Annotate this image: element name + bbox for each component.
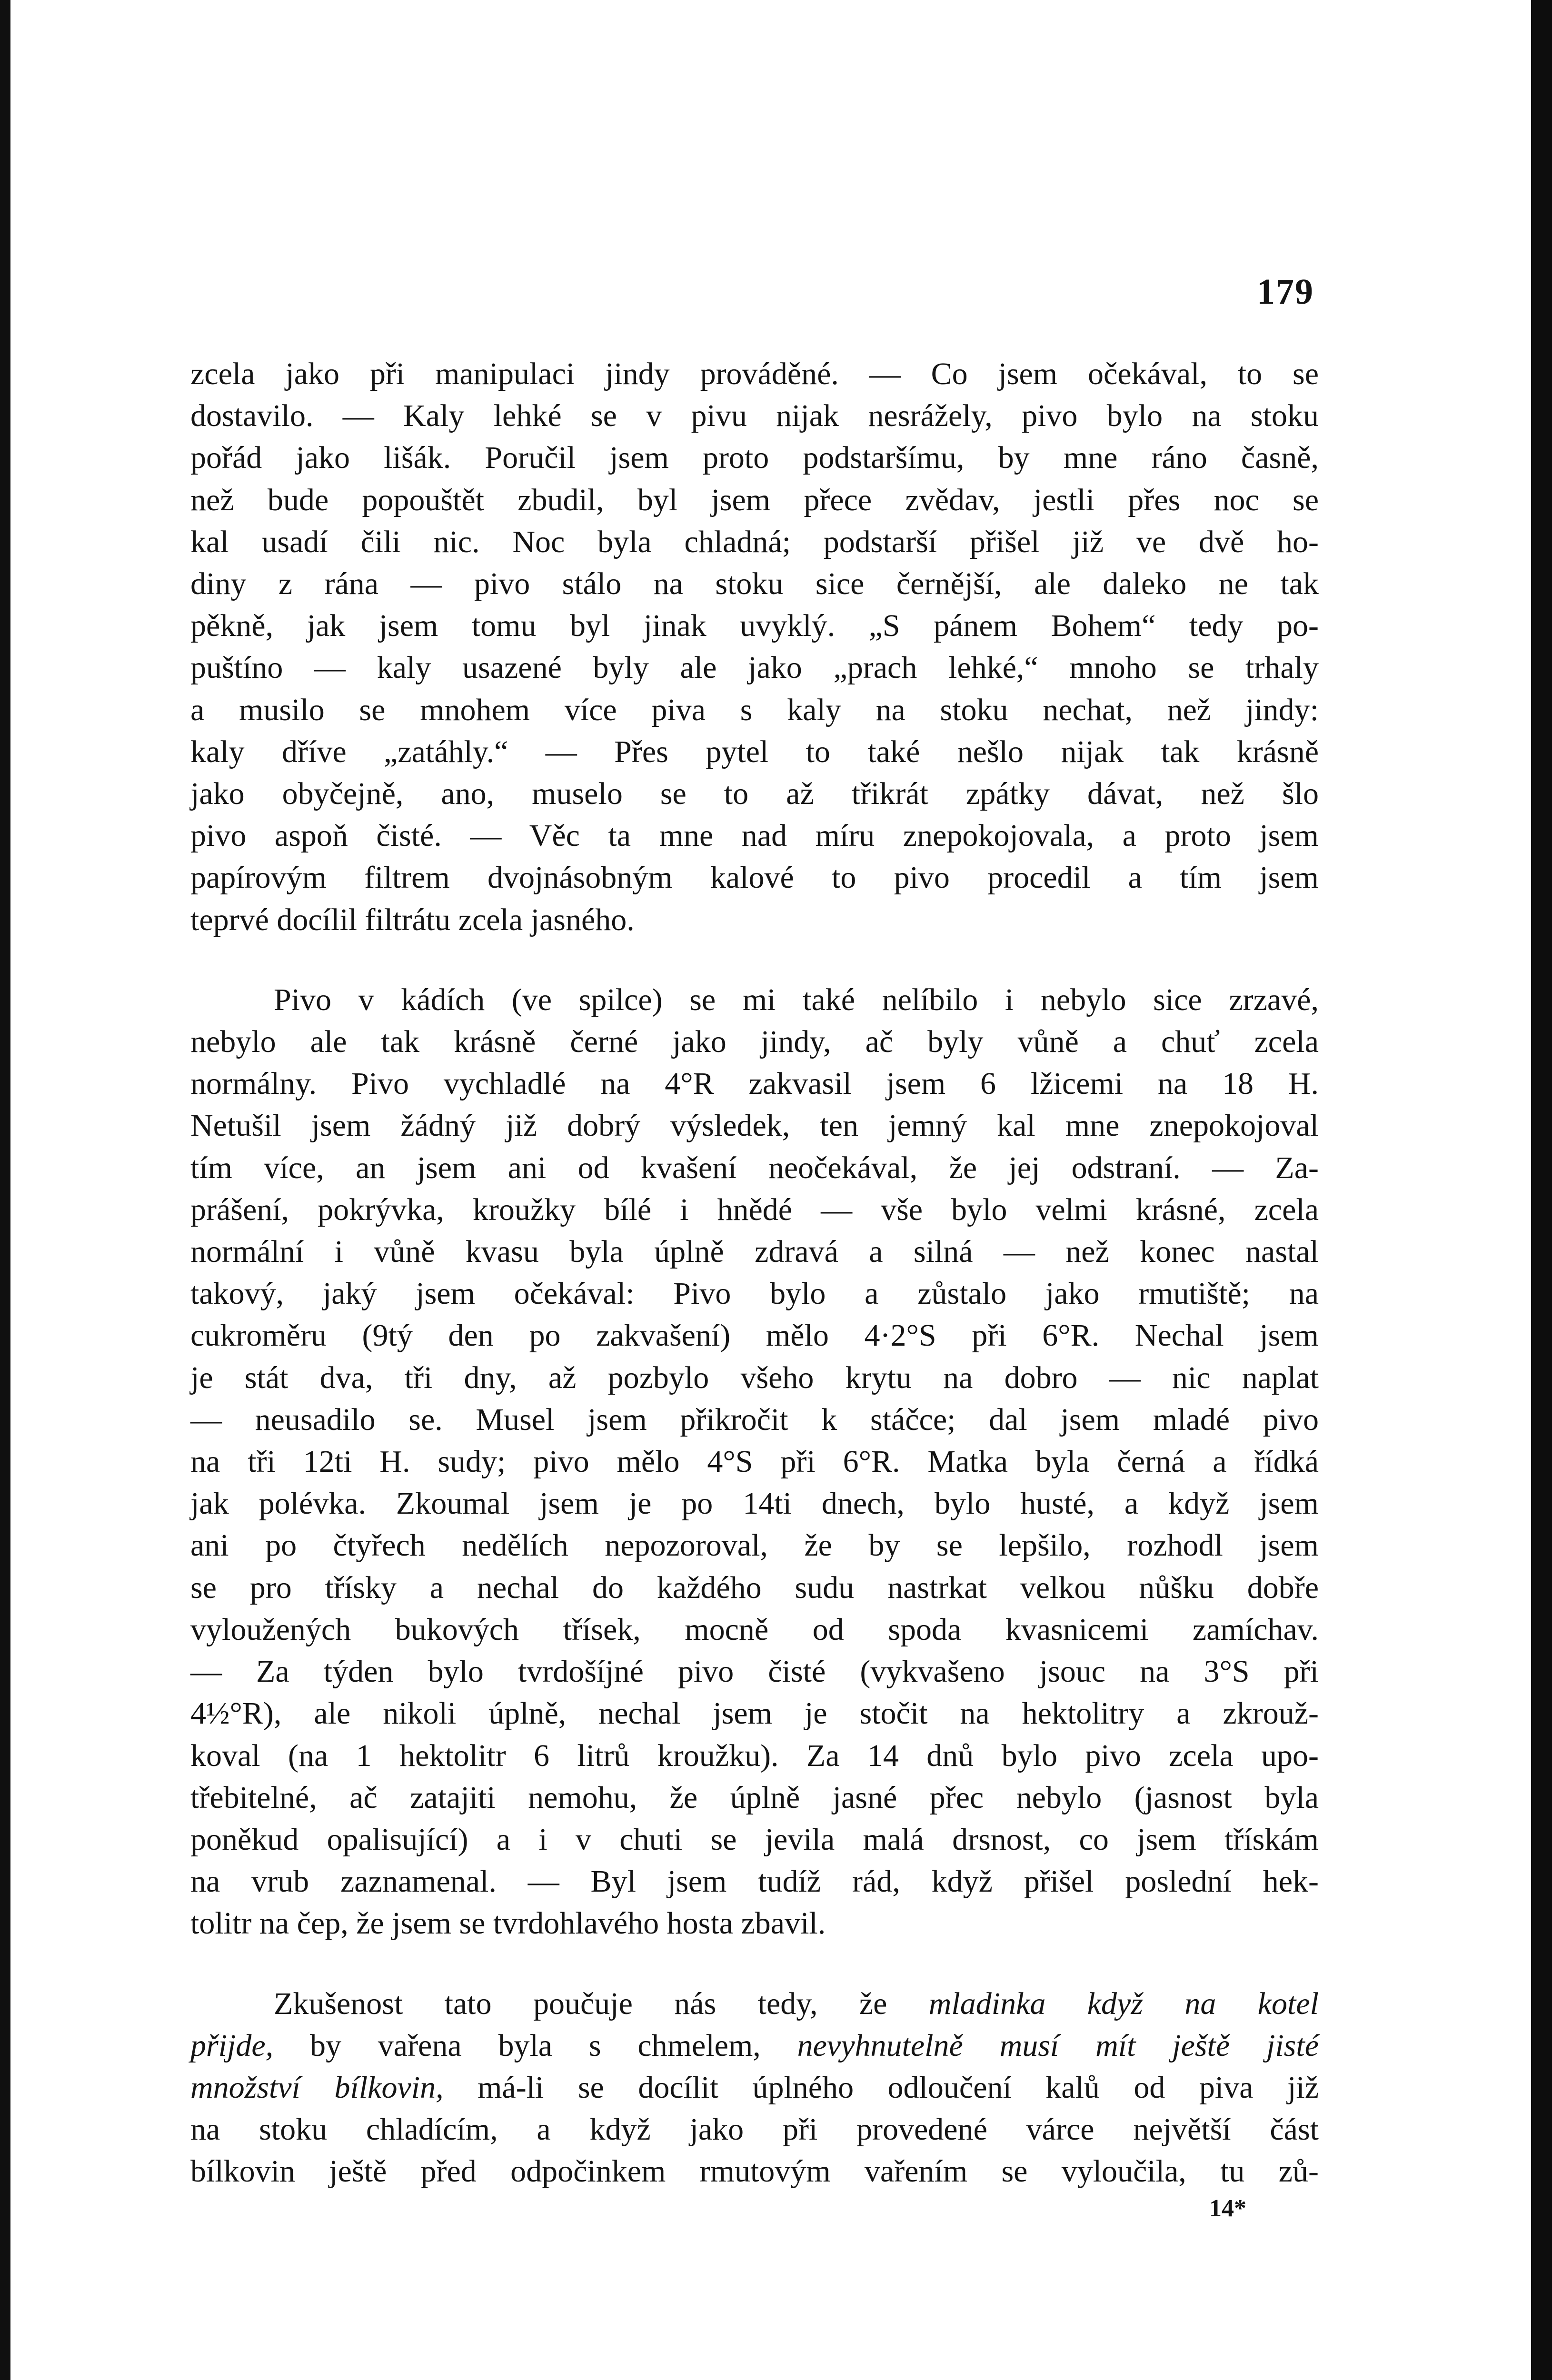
text-line: nebylo ale tak krásně černé jako jindy, ač byly vůně a chuť zcela [190, 1024, 1319, 1060]
text-line-italic-runs: Zkušenost tato poučuje nás tedy, že mladinka když na kotel [274, 1986, 1319, 2021]
text-line: pořád jako lišák. Poručil jsem proto podstaršímu, by mne ráno časně, [190, 440, 1319, 476]
text-line: 4½°R), ale nikoli úplně, nechal jsem je stočit na hektolitry a zkrouž- [190, 1696, 1319, 1731]
text-line: poněkud opalisující) a i v chuti se jevila malá drsnost, co jsem třískám [190, 1822, 1319, 1857]
scan-left-border [0, 0, 10, 2380]
paragraph-1 [190, 353, 1319, 941]
text-line: pěkně, jak jsem tomu byl jinak uvyklý. „S pánem Bohem“ tedy po- [190, 608, 1319, 644]
text-line: pivo aspoň čisté. — Věc ta mne nad míru znepokojovala, a proto jsem [190, 818, 1319, 853]
text-line: tím více, an jsem ani od kvašení neočekával, že jej odstraní. — Za- [190, 1150, 1319, 1185]
italic-emphasis: mladinka když na kotel [928, 1986, 1319, 2021]
text-line: prášení, pokrývka, kroužky bílé i hnědé — vše bylo velmi krásné, zcela [190, 1192, 1319, 1227]
text-line: jako obyčejně, ano, muselo se to až třikrát zpátky dávat, než šlo [190, 776, 1319, 812]
text-line: papírovým filtrem dvojnásobným kalové to pivo procedil a tím jsem [190, 860, 1319, 895]
text-line: — neusadilo se. Musel jsem přikročit k stáčce; dal jsem mladé pivo [190, 1402, 1319, 1437]
text-line: zcela jako při manipulaci jindy prováděné. — Co jsem očekával, to se [190, 357, 1319, 391]
text-line: Pivo v kádích (ve spilce) se mi také nelíbilo i nebylo sice zrzavé, [274, 982, 1319, 1017]
text-line: Netušil jsem žádný již dobrý výsledek, ten jemný kal mne znepokojoval [190, 1108, 1319, 1143]
text-line: normální i vůně kvasu byla úplně zdravá a silná — než konec nastal [190, 1234, 1319, 1269]
text-line: puštíno — kaly usazené byly ale jako „prach lehké,“ mnoho se trhaly [190, 650, 1319, 685]
text-line: třebitelné, ač zatajiti nemohu, že úplně jasné přec nebylo (jasnost byla [190, 1780, 1319, 1815]
text-line: tolitr na čep, že jsem se tvrdohlavého hosta zbavil. [190, 1906, 826, 1941]
italic-emphasis: přijde, [190, 2028, 274, 2063]
text-line: než bude popouštět zbudil, byl jsem přece zvědav, jestli přes noc se [190, 482, 1319, 517]
text-line: na stoku chladícím, a když jako při provedené várce největší část [190, 2112, 1319, 2147]
italic-emphasis: nevyhnutelně musí mít ještě jisté [797, 2028, 1319, 2063]
text-line: dostavilo. — Kaly lehké se v pivu nijak nesrážely, pivo bylo na stoku [190, 398, 1319, 434]
text-line: na tři 12ti H. sudy; pivo mělo 4°S při 6°R. Matka byla černá a řídká [190, 1444, 1319, 1479]
text-line: kaly dříve „zatáhly.“ — Přes pytel to také nešlo nijak tak krásně [190, 734, 1319, 769]
text-line: na vrub zaznamenal. — Byl jsem tudíž rád, když přišel poslední hek- [190, 1864, 1319, 1899]
text-line: cukroměru (9tý den po zakvašení) mělo 4·2°S při 6°R. Nechal jsem [190, 1318, 1319, 1353]
text-line: se pro třísky a nechal do každého sudu nastrkat velkou nůšku dobře [190, 1570, 1319, 1605]
body-text [190, 353, 1319, 2193]
text-line-italic-runs: množství bílkovin, má-li se docílit úplného odloučení kalů od piva již [190, 2070, 1319, 2105]
scan-right-border [1531, 0, 1552, 2380]
text-line: normálny. Pivo vychladlé na 4°R zakvasil jsem 6 lžicemi na 18 H. [190, 1066, 1319, 1101]
text-line: kal usadí čili nic. Noc byla chladná; podstarší přišel již ve dvě ho- [190, 524, 1319, 559]
page-number: 179 [1257, 272, 1314, 312]
text-line: ani po čtyřech nedělích nepozoroval, že by se lepšilo, rozhodl jsem [190, 1528, 1319, 1563]
text-line: diny z rána — pivo stálo na stoku sice černější, ale daleko ne tak [190, 566, 1319, 602]
text-line: a musilo se mnohem více piva s kaly na stoku nechat, než jindy: [190, 692, 1319, 727]
text-line-italic-runs: přijde, by vařena byla s chmelem, nevyhnutelně musí mít ještě jisté [190, 2028, 1319, 2063]
text-line: — Za týden bylo tvrdošíjné pivo čisté (vykvašeno jsouc na 3°S při [190, 1654, 1319, 1689]
text-line: bílkovin ještě před odpočinkem rmutovým vařením se vyloučila, tu zů- [190, 2154, 1319, 2189]
printer-signature: 14* [1209, 2195, 1246, 2222]
text-line: takový, jaký jsem očekával: Pivo bylo a zůstalo jako rmutiště; na [190, 1276, 1319, 1311]
text-line: je stát dva, tři dny, až pozbylo všeho krytu na dobro — nic naplat [190, 1360, 1319, 1395]
paragraph-3 [190, 1983, 1319, 2193]
text-line: vyloužených bukových třísek, mocně od spoda kvasnicemi zamíchav. [190, 1612, 1319, 1647]
text-line: koval (na 1 hektolitr 6 litrů kroužku). Za 14 dnů bylo pivo zcela upo- [190, 1738, 1319, 1773]
paragraph-2 [190, 979, 1319, 1945]
text-line: teprvé docílil filtrátu zcela jasného. [190, 902, 635, 937]
italic-emphasis: množství bílkovin, [190, 2070, 444, 2105]
text-line: jak polévka. Zkoumal jsem je po 14ti dnech, bylo husté, a když jsem [190, 1486, 1319, 1521]
